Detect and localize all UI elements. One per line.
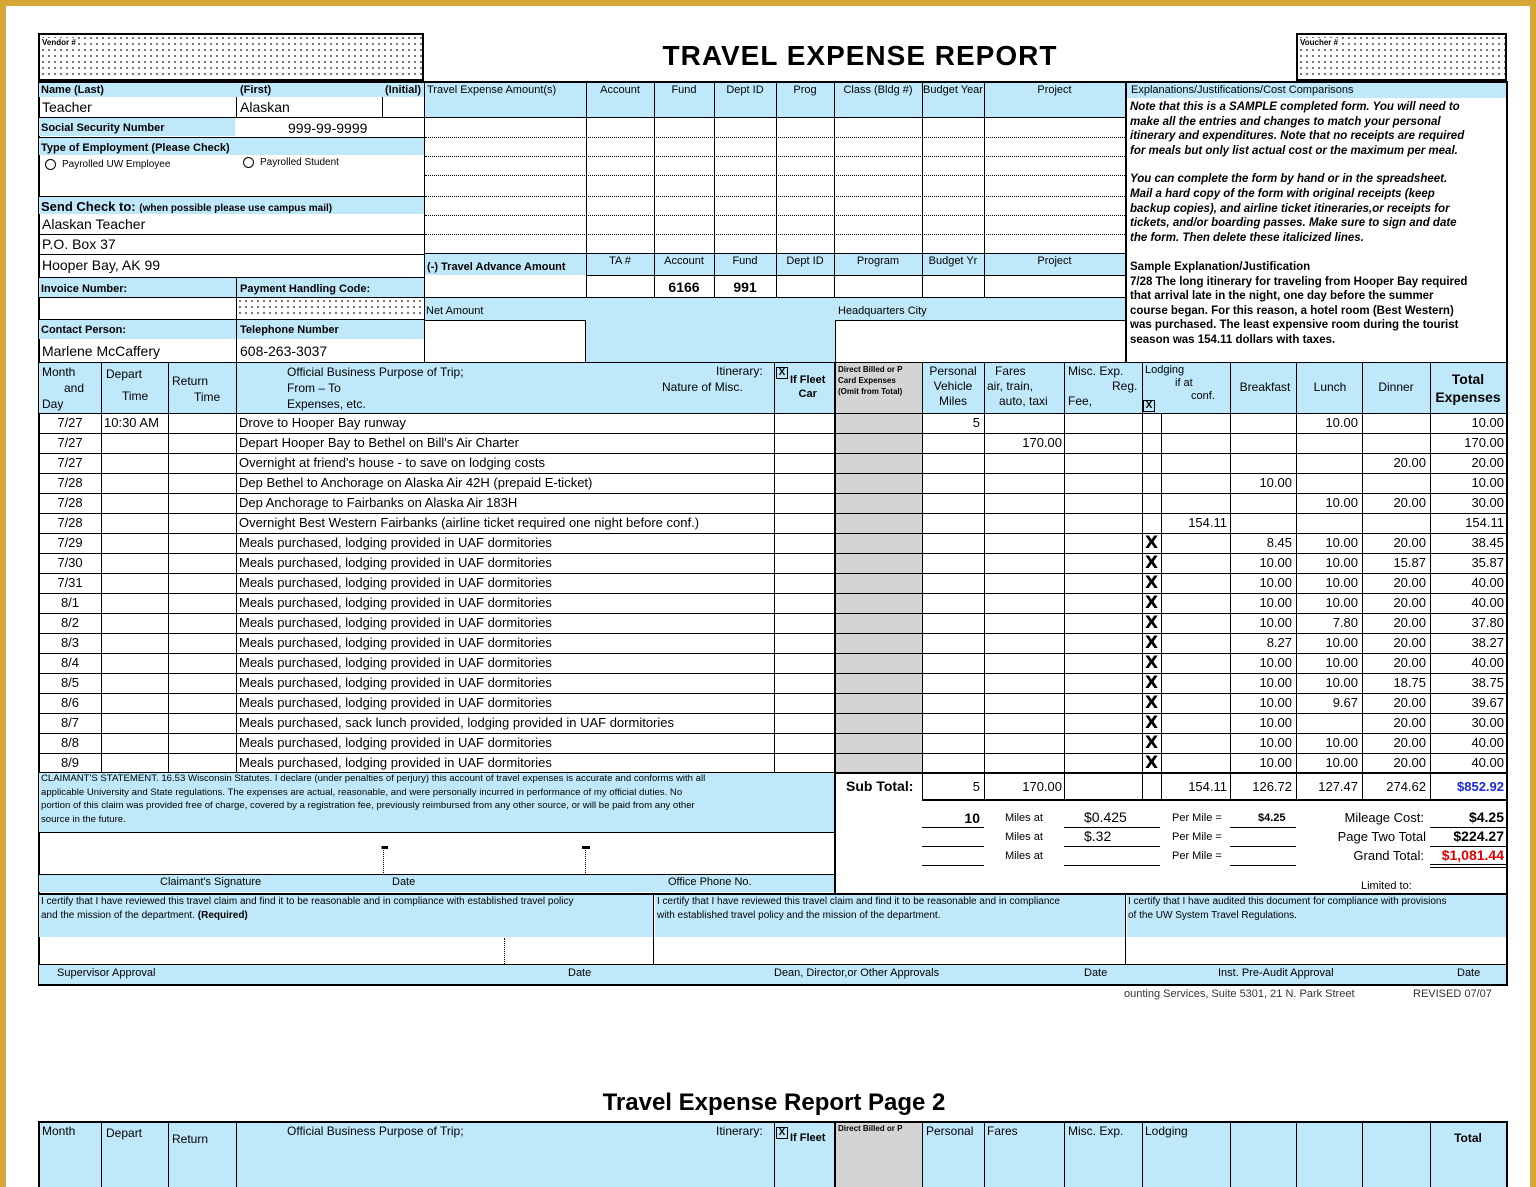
row-date[interactable]: 8/8 (60, 735, 80, 750)
row-breakfast[interactable]: 10.00 (1259, 595, 1292, 610)
row-date[interactable]: 7/27 (57, 455, 83, 470)
page2-header-direct: Direct Billed or P (838, 1124, 903, 1133)
header-total-expenses: Total Expenses (1435, 371, 1501, 405)
row-breakfast[interactable]: 10.00 (1259, 655, 1292, 670)
dean-signature-field[interactable] (655, 938, 1124, 964)
lodging-conf-site-mark[interactable]: X (1145, 613, 1159, 633)
row-purpose[interactable]: Depart Hooper Bay to Bethel on Bill's Air Charter (239, 435, 519, 450)
header-nature-misc: Nature of Misc. (662, 380, 743, 394)
supervisor-certification: I certify that I have reviewed this travel claim and find it to be reasonable and in compliance with established travel policy and the mission of the department. (Required) (41, 896, 574, 921)
row-purpose[interactable]: Meals purchased, lodging provided in UAF dormitories (239, 655, 552, 670)
mileage-amount-1: $4.25 (1258, 812, 1286, 824)
mileage-rate-2: $.32 (1084, 828, 1112, 844)
row-lunch[interactable]: 10.00 (1325, 535, 1358, 550)
row-purpose[interactable]: Dep Bethel to Anchorage on Alaska Air 42H (prepaid E-ticket) (239, 475, 593, 490)
row-breakfast[interactable]: 10.00 (1259, 475, 1292, 490)
contact-field[interactable]: Marlene McCaffery (42, 343, 161, 359)
subtotal-lunch: 127.47 (1318, 779, 1358, 794)
row-date[interactable]: 8/7 (60, 715, 80, 730)
row-depart-time[interactable]: 10:30 AM (104, 415, 159, 430)
row-purpose[interactable]: Meals purchased, lodging provided in UAF dormitories (239, 595, 552, 610)
payment-code-field[interactable] (237, 298, 424, 318)
mileage-cost-label: Mileage Cost: (1344, 810, 1424, 825)
row-dinner[interactable]: 20.00 (1393, 735, 1426, 750)
send-check-label: Send Check to: (when possible please use campus mail) (41, 199, 333, 214)
row-fares[interactable]: 170.00 (1022, 435, 1062, 450)
page2-fleet-checkbox[interactable]: X (776, 1124, 788, 1142)
lodging-conf-site-mark[interactable]: X (1145, 673, 1159, 693)
subtotal-label: Sub Total: (846, 778, 914, 794)
row-date[interactable]: 8/1 (60, 595, 80, 610)
row-date[interactable]: 7/28 (57, 475, 83, 490)
row-breakfast[interactable]: 10.00 (1259, 755, 1292, 770)
row-total[interactable]: 40.00 (1471, 575, 1504, 590)
header-purpose: Official Business Purpose of Trip; From – To Expenses, etc. (287, 365, 464, 411)
row-date[interactable]: 8/6 (60, 695, 80, 710)
subtotal-miles: 5 (972, 779, 980, 794)
page2-header-depart: Depart (106, 1126, 143, 1140)
net-amount-field[interactable] (425, 320, 586, 362)
col-class: Class (Bldg #) (843, 84, 913, 96)
audit-certification: I certify that I have audited this document for compliance with provisions of the UW System Travel Regulations. (1128, 896, 1447, 921)
row-date[interactable]: 7/28 (57, 515, 83, 530)
advance-fund-field[interactable]: 991 (733, 279, 757, 295)
page2-header-fares: Fares (987, 1124, 1018, 1138)
row-breakfast[interactable]: 10.00 (1259, 735, 1292, 750)
mileage-miles-1[interactable]: 10 (964, 810, 980, 826)
col-account: Account (600, 84, 640, 96)
row-date[interactable]: 7/28 (57, 495, 83, 510)
fleet-checkbox[interactable]: X (776, 364, 788, 382)
per-mile-label-3: Per Mile = (1172, 850, 1222, 862)
lodging-conf-site-mark[interactable]: X (1145, 713, 1159, 733)
row-total[interactable]: 39.67 (1471, 695, 1504, 710)
payment-code-label: Payment Handling Code: (240, 283, 371, 295)
lodging-conf-site-mark[interactable]: X (1145, 573, 1159, 593)
advance-account-field[interactable]: 6166 (668, 279, 700, 295)
row-total[interactable]: 10.00 (1471, 475, 1504, 490)
adv-col-budget-yr: Budget Yr (928, 255, 978, 267)
header-month: Month and Day (42, 365, 85, 411)
employment-option-student[interactable]: Payrolled Student (243, 157, 339, 168)
row-total[interactable]: 30.00 (1471, 715, 1504, 730)
header-fares: Fares air, train, auto, taxi (987, 364, 1048, 408)
subtotal-dinner: 274.62 (1386, 779, 1426, 794)
row-breakfast[interactable]: 8.45 (1266, 535, 1292, 550)
subtotal-total: $852.92 (1457, 779, 1504, 794)
row-total[interactable]: 40.00 (1471, 595, 1504, 610)
row-date[interactable]: 7/27 (57, 435, 83, 450)
row-purpose[interactable]: Meals purchased, lodging provided in UAF dormitories (239, 535, 552, 550)
page2-header-fleet: If Fleet (790, 1132, 826, 1144)
lodging-conf-site-mark[interactable]: X (1145, 533, 1159, 553)
row-dinner[interactable]: 20.00 (1393, 535, 1426, 550)
mileage-cost-value: $4.25 (1468, 809, 1504, 825)
name-initial-label: (Initial) (385, 84, 422, 96)
name-last-label: Name (Last) (41, 84, 104, 96)
row-dinner[interactable]: 18.75 (1393, 675, 1426, 690)
address-line-2[interactable]: P.O. Box 37 (42, 236, 116, 252)
phone-field[interactable]: 608-263-3037 (240, 343, 328, 359)
net-amount-label: Net Amount (426, 305, 484, 317)
row-breakfast[interactable]: 10.00 (1259, 615, 1292, 630)
adv-col-program: Program (856, 255, 900, 267)
row-date[interactable]: 8/3 (60, 635, 80, 650)
name-first-field[interactable]: Alaskan (240, 99, 290, 115)
address-line-1[interactable]: Alaskan Teacher (42, 216, 146, 232)
header-itinerary: Itinerary: (716, 364, 763, 378)
page2-header-misc: Misc. Exp. (1068, 1124, 1124, 1138)
row-dinner[interactable]: 20.00 (1393, 595, 1426, 610)
row-lunch[interactable]: 9.67 (1332, 695, 1358, 710)
phone-label: Telephone Number (240, 324, 339, 336)
row-breakfast[interactable]: 10.00 (1259, 695, 1292, 710)
header-lodging: Lodging if at conf. (1145, 364, 1215, 402)
subtotal-fares: 170.00 (1022, 779, 1062, 794)
row-total[interactable]: 10.00 (1471, 415, 1504, 430)
subtotal-breakfast: 126.72 (1252, 779, 1292, 794)
radio-icon (243, 157, 254, 168)
lodging-conf-site-mark[interactable]: X (1145, 553, 1159, 573)
limited-to-label: Limited to: (1361, 880, 1412, 892)
audit-signature-field[interactable] (1127, 938, 1505, 964)
row-breakfast[interactable]: 10.00 (1259, 555, 1292, 570)
page2-header-itinerary: Itinerary: (716, 1124, 763, 1138)
row-purpose[interactable]: Meals purchased, lodging provided in UAF dormitories (239, 735, 552, 750)
name-last-field[interactable]: Teacher (42, 99, 92, 115)
adv-col-account: Account (664, 255, 704, 267)
invoice-label: Invoice Number: (41, 283, 128, 295)
adv-col-dept: Dept ID (786, 255, 824, 267)
voucher-box[interactable] (1296, 33, 1507, 81)
lodging-conf-site-mark[interactable]: X (1145, 633, 1159, 653)
row-total[interactable]: 38.75 (1471, 675, 1504, 690)
row-total[interactable]: 37.80 (1471, 615, 1504, 630)
office-phone-label: Office Phone No. (668, 876, 752, 888)
col-fund: Fund (671, 84, 697, 96)
row-lunch[interactable]: 10.00 (1325, 735, 1358, 750)
row-purpose[interactable]: Meals purchased, lodging provided in UAF dormitories (239, 555, 552, 570)
page2-header-lodging: Lodging (1145, 1124, 1188, 1138)
adv-col-ta: TA # (609, 255, 631, 267)
row-purpose[interactable]: Meals purchased, lodging provided in UAF dormitories (239, 695, 552, 710)
header-personal-vehicle: Personal Vehicle Miles (929, 364, 977, 408)
claimant-statement: CLAIMANT'S STATEMENT. 16.53 Wisconsin Statutes. I declare (under penalties of perjury) this account of travel expenses is accurate and conforms with all applicable University and State regulations. The expenses are actual, reasonable, and were personally incurred in performance of my official duties. No portion of this claim was provided free of charge, covered by a registration fee, previously reimbursed from any other source, or will be paid from any other source in the future. (41, 773, 706, 825)
page2-header-purpose: Official Business Purpose of Trip; (287, 1124, 464, 1138)
hq-city-label: Headquarters City (838, 305, 927, 317)
employment-label: Type of Employment (Please Check) (41, 142, 230, 154)
report-title: TRAVEL EXPENSE REPORT (662, 40, 1058, 71)
row-total[interactable]: 30.00 (1471, 495, 1504, 510)
page-two-total-value: $224.27 (1453, 828, 1504, 844)
row-dinner[interactable]: 20.00 (1393, 615, 1426, 630)
row-dinner[interactable]: 20.00 (1393, 755, 1426, 770)
row-total[interactable]: 170.00 (1464, 435, 1504, 450)
explanations-note: Note that this is a SAMPLE completed form. You will need to make all the entries and changes to match your personal itinerary and expenditures. Note that no receipts are required for meals but only list actual cost or the maximum per meal. You can complete the form by hand or in the spreadsheet. Mail a hard copy of the form with original receipts (keep backup copies), and airline ticket itineraries,or receipts for tickets, and/or boarding passes. Make sure to sign and date the form. Then delete these italicized lines. (1130, 101, 1465, 244)
row-date[interactable]: 7/31 (57, 575, 83, 590)
lodging-conf-site-mark[interactable]: X (1145, 653, 1159, 673)
supervisor-signature-field[interactable] (40, 938, 652, 964)
employment-option-uw[interactable]: Payrolled UW Employee (45, 159, 170, 170)
col-project: Project (1037, 84, 1072, 96)
row-purpose[interactable]: Meals purchased, lodging provided in UAF dormitories (239, 675, 552, 690)
row-dinner[interactable]: 20.00 (1393, 715, 1426, 730)
dean-certification: I certify that I have reviewed this travel claim and find it to be reasonable and in compliance with established travel policy and the mission of the department. (657, 896, 1060, 921)
header-dinner: Dinner (1378, 380, 1414, 394)
row-dinner[interactable]: 20.00 (1393, 455, 1426, 470)
row-breakfast[interactable]: 10.00 (1259, 575, 1292, 590)
footer-address: ounting Services, Suite 5301, 21 N. Park Street (1124, 988, 1355, 1000)
audit-approval-label: Inst. Pre-Audit Approval (1218, 967, 1334, 979)
row-total[interactable]: 35.87 (1471, 555, 1504, 570)
voucher-label: Voucher # (1300, 38, 1339, 47)
page2-header-month: Month (42, 1124, 76, 1138)
row-lunch[interactable]: 10.00 (1325, 575, 1358, 590)
adv-col-project: Project (1037, 255, 1072, 267)
footer-revised: REVISED 07/07 (1413, 988, 1492, 1000)
row-purpose[interactable]: Meals purchased, lodging provided in UAF dormitories (239, 755, 552, 770)
claimant-signature-field[interactable] (40, 834, 834, 874)
supervisor-approval-label: Supervisor Approval (57, 967, 156, 979)
audit-date-label: Date (1457, 967, 1481, 979)
page2-header-personal: Personal (926, 1124, 974, 1138)
sample-explanation: Sample Explanation/Justification 7/28 The long itinerary for traveling from Hooper Bay required that arrival late in the night, one day before the summer course began. For this reason, a hotel room (Best Western) was purchased. The least expensive room during the tourist season was 154.11 dollars with taxes. (1130, 261, 1468, 346)
row-total[interactable]: 38.27 (1471, 635, 1504, 650)
row-purpose[interactable]: Overnight at friend's house - to save on lodging costs (239, 455, 545, 470)
row-lunch[interactable]: 7.80 (1332, 615, 1358, 630)
row-purpose[interactable]: Meals purchased, sack lunch provided, lodging provided in UAF dormitories (239, 715, 674, 730)
lodging-conf-site-mark[interactable]: X (1145, 693, 1159, 713)
per-mile-label-2: Per Mile = (1172, 831, 1222, 843)
row-date[interactable]: 8/4 (60, 655, 80, 670)
header-direct-billed: Direct Billed or P Card Expenses (Omit from Total) (838, 365, 903, 396)
address-line-3[interactable]: Hooper Bay, AK 99 (42, 257, 161, 273)
row-dinner[interactable]: 20.00 (1393, 655, 1426, 670)
header-return: Return Time (172, 374, 221, 404)
grand-total-label: Grand Total: (1353, 848, 1424, 863)
row-date[interactable]: 8/9 (60, 755, 80, 770)
lodging-conf-site-mark[interactable]: X (1145, 593, 1159, 613)
row-purpose[interactable]: Meals purchased, lodging provided in UAF dormitories (239, 635, 552, 650)
mileage-rate-1: $0.425 (1084, 809, 1127, 825)
row-lunch[interactable]: 10.00 (1325, 675, 1358, 690)
header-misc-exp: Misc. Exp. Reg. Fee, (1068, 364, 1138, 408)
row-total[interactable]: 40.00 (1471, 755, 1504, 770)
row-dinner[interactable]: 20.00 (1393, 695, 1426, 710)
page2-header-return: Return (172, 1132, 209, 1146)
row-purpose[interactable]: Drove to Hooper Bay runway (239, 415, 406, 430)
row-purpose[interactable]: Meals purchased, lodging provided in UAF dormitories (239, 575, 552, 590)
claimant-date-label: Date (392, 876, 416, 888)
dean-date-label: Date (1084, 967, 1108, 979)
row-total[interactable]: 20.00 (1471, 455, 1504, 470)
row-date[interactable]: 8/2 (60, 615, 80, 630)
row-lunch[interactable]: 10.00 (1325, 655, 1358, 670)
row-purpose[interactable]: Dep Anchorage to Fairbanks on Alaska Air 183H (239, 495, 518, 510)
name-first-label: (First) (240, 84, 272, 96)
explanations-heading: Explanations/Justifications/Cost Comparisons (1131, 84, 1354, 96)
row-total[interactable]: 40.00 (1471, 655, 1504, 670)
amounts-label: Travel Expense Amount(s) (427, 84, 557, 96)
col-budget-year: Budget Year (923, 84, 983, 96)
row-dinner[interactable]: 20.00 (1393, 635, 1426, 650)
advance-label: (-) Travel Advance Amount (427, 261, 566, 273)
row-breakfast[interactable]: 10.00 (1259, 675, 1292, 690)
header-breakfast: Breakfast (1239, 380, 1291, 394)
ssn-label: Social Security Number (41, 122, 165, 134)
row-purpose[interactable]: Overnight Best Western Fairbanks (airline ticket required one night before conf.) (239, 515, 700, 530)
radio-icon (45, 159, 56, 170)
row-dinner[interactable]: 20.00 (1393, 495, 1426, 510)
row-dinner[interactable]: 20.00 (1393, 575, 1426, 590)
header-lunch: Lunch (1313, 380, 1347, 394)
lodging-conf-site-mark[interactable]: X (1145, 733, 1159, 753)
grand-total-value: $1,081.44 (1441, 847, 1504, 863)
claimant-signature-label: Claimant's Signature (160, 876, 262, 888)
row-lunch[interactable]: 10.00 (1325, 415, 1358, 430)
subtotal-lodging: 154.11 (1188, 779, 1227, 794)
row-date[interactable]: 7/27 (57, 415, 83, 430)
row-lunch[interactable]: 10.00 (1325, 555, 1358, 570)
row-lunch[interactable]: 10.00 (1325, 595, 1358, 610)
row-breakfast[interactable]: 10.00 (1259, 715, 1292, 730)
row-total[interactable]: 40.00 (1471, 735, 1504, 750)
vendor-label: Vendor # (42, 38, 76, 47)
row-total[interactable]: 38.45 (1471, 535, 1504, 550)
vendor-box[interactable] (38, 33, 424, 81)
adv-col-fund: Fund (732, 255, 758, 267)
page2-header-total: Total (1454, 1131, 1482, 1145)
dean-approval-label: Dean, Director,or Other Approvals (774, 967, 940, 979)
per-mile-label-1: Per Mile = (1172, 812, 1222, 824)
page2-title: Travel Expense Report Page 2 (602, 1089, 946, 1116)
row-breakfast[interactable]: 8.27 (1266, 635, 1292, 650)
row-lodging[interactable]: 154.11 (1188, 515, 1227, 530)
row-personal-miles[interactable]: 5 (972, 415, 980, 430)
miles-at-label-2: Miles at (1005, 831, 1043, 843)
row-date[interactable]: 7/30 (57, 555, 83, 570)
lodging-checkbox[interactable]: X (1143, 397, 1155, 415)
row-purpose[interactable]: Meals purchased, lodging provided in UAF dormitories (239, 615, 552, 630)
header-depart: Depart Time (106, 367, 149, 403)
row-dinner[interactable]: 15.87 (1393, 555, 1426, 570)
ssn-field[interactable]: 999-99-9999 (288, 120, 368, 136)
col-dept-id: Dept ID (726, 84, 764, 96)
supervisor-date-label: Date (568, 967, 592, 979)
contact-label: Contact Person: (41, 324, 126, 336)
lodging-conf-site-mark[interactable]: X (1145, 753, 1159, 773)
miles-at-label-3: Miles at (1005, 850, 1043, 862)
page-two-total-label: Page Two Total (1337, 829, 1426, 844)
row-lunch[interactable]: 10.00 (1325, 635, 1358, 650)
row-date[interactable]: 8/5 (60, 675, 80, 690)
header-fleet-car: If Fleet Car (790, 374, 826, 400)
row-total[interactable]: 154.11 (1465, 515, 1504, 530)
col-prog: Prog (793, 84, 817, 96)
row-lunch[interactable]: 10.00 (1325, 495, 1358, 510)
row-date[interactable]: 7/29 (57, 535, 83, 550)
hq-city-field[interactable] (835, 320, 1125, 362)
miles-at-label-1: Miles at (1005, 812, 1043, 824)
row-lunch[interactable]: 10.00 (1325, 755, 1358, 770)
